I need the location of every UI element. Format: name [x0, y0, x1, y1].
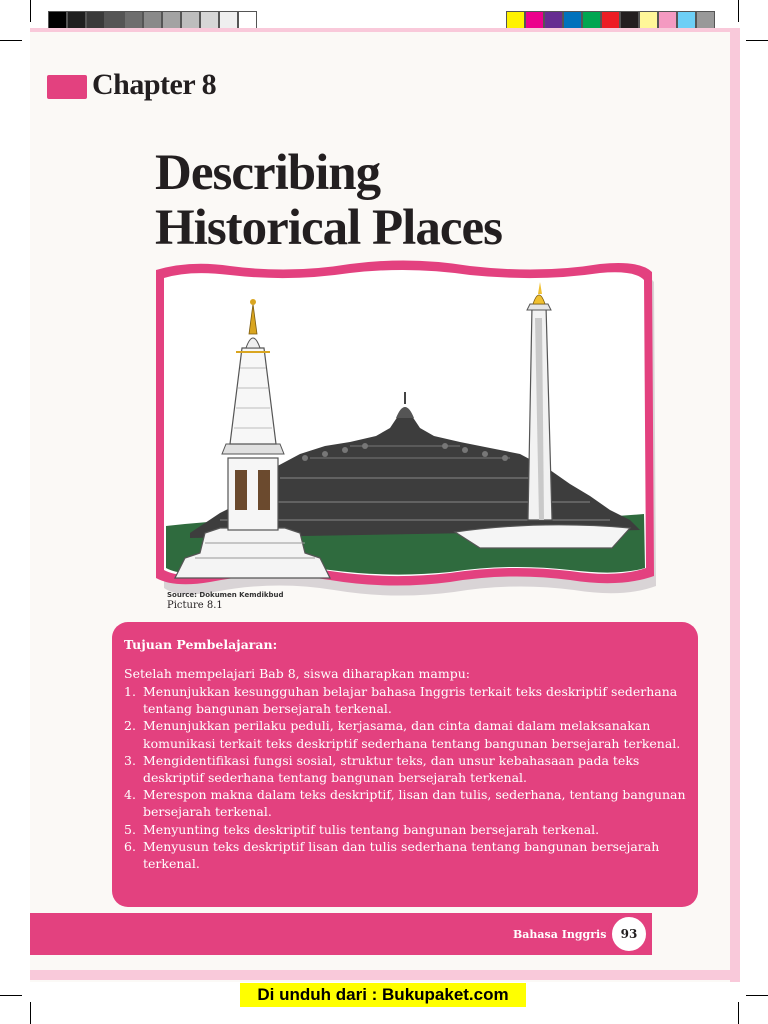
objective-number: 4. — [124, 787, 136, 803]
crop-mark — [738, 0, 739, 22]
objective-item — [124, 838, 694, 872]
footer-subject: Bahasa Inggris — [513, 928, 607, 941]
crop-mark — [0, 40, 22, 41]
chapter-label: Chapter 8 — [92, 68, 217, 101]
objectives-intro: Setelah mempelajari Bab 8, siswa diharapkan mampu: — [124, 666, 470, 681]
objective-text: Merespon makna dalam teks deskriptif, lisan dan tulis, sederhana, tentang bangunan bersejarah terkenal. — [143, 787, 686, 820]
objective-number: 6. — [124, 838, 136, 854]
crop-mark — [30, 0, 31, 22]
objectives-list — [124, 683, 694, 872]
objective-number: 3. — [124, 752, 136, 768]
page-number: 93 — [620, 927, 638, 941]
page-title-line-2: Historical Places — [155, 200, 502, 256]
objective-number: 5. — [124, 821, 136, 837]
objective-item — [124, 752, 694, 786]
crop-mark — [30, 1002, 31, 1024]
objective-item — [124, 717, 694, 751]
historical-places-illustration — [150, 258, 660, 598]
crop-mark — [746, 40, 768, 41]
objective-item — [124, 821, 694, 838]
crop-mark — [738, 1002, 739, 1024]
objective-number: 2. — [124, 718, 136, 734]
page-frame-right — [730, 28, 740, 982]
objective-item — [124, 786, 694, 820]
objective-text: Mengidentifikasi fungsi sosial, struktur teks, dan unsur kebahasaan pada teks deskriptif sederhana tentang bangunan bersejarah terkenal. — [143, 752, 640, 786]
crop-mark — [746, 995, 768, 996]
page-title-line-1: Describing — [155, 145, 381, 201]
objective-text: Menunjukkan kesungguhan belajar bahasa Inggris terkait teks deskriptif sederhana tentang bangunan bersejarah terkenal. — [143, 684, 678, 717]
crop-mark — [0, 995, 22, 996]
figure-source: Source: Dokumen Kemdikbud — [167, 591, 284, 599]
download-source-banner: Di unduh dari : Bukupaket.com — [240, 983, 526, 1007]
learning-objectives-box — [112, 622, 698, 907]
objectives-heading: Tujuan Pembelajaran: — [124, 637, 278, 652]
objective-text: Menyunting teks deskriptif tulis tentang bangunan bersejarah terkenal. — [143, 821, 600, 837]
chapter-tab-marker — [47, 75, 87, 99]
objective-item — [124, 683, 694, 717]
objective-text: Menunjukkan perilaku peduli, kerjasama, dan cinta damai dalam melaksanakan komunikasi terkait teks deskriptif sederhana tentang bangunan bersejarah terkenal. — [143, 718, 681, 751]
figure-caption: Picture 8.1 — [167, 600, 223, 611]
page-frame-bottom — [30, 970, 740, 980]
objective-text: Menyusun teks deskriptif lisan dan tulis sederhana tentang bangunan bersejarah terkenal. — [143, 838, 660, 872]
objective-number: 1. — [124, 684, 136, 699]
